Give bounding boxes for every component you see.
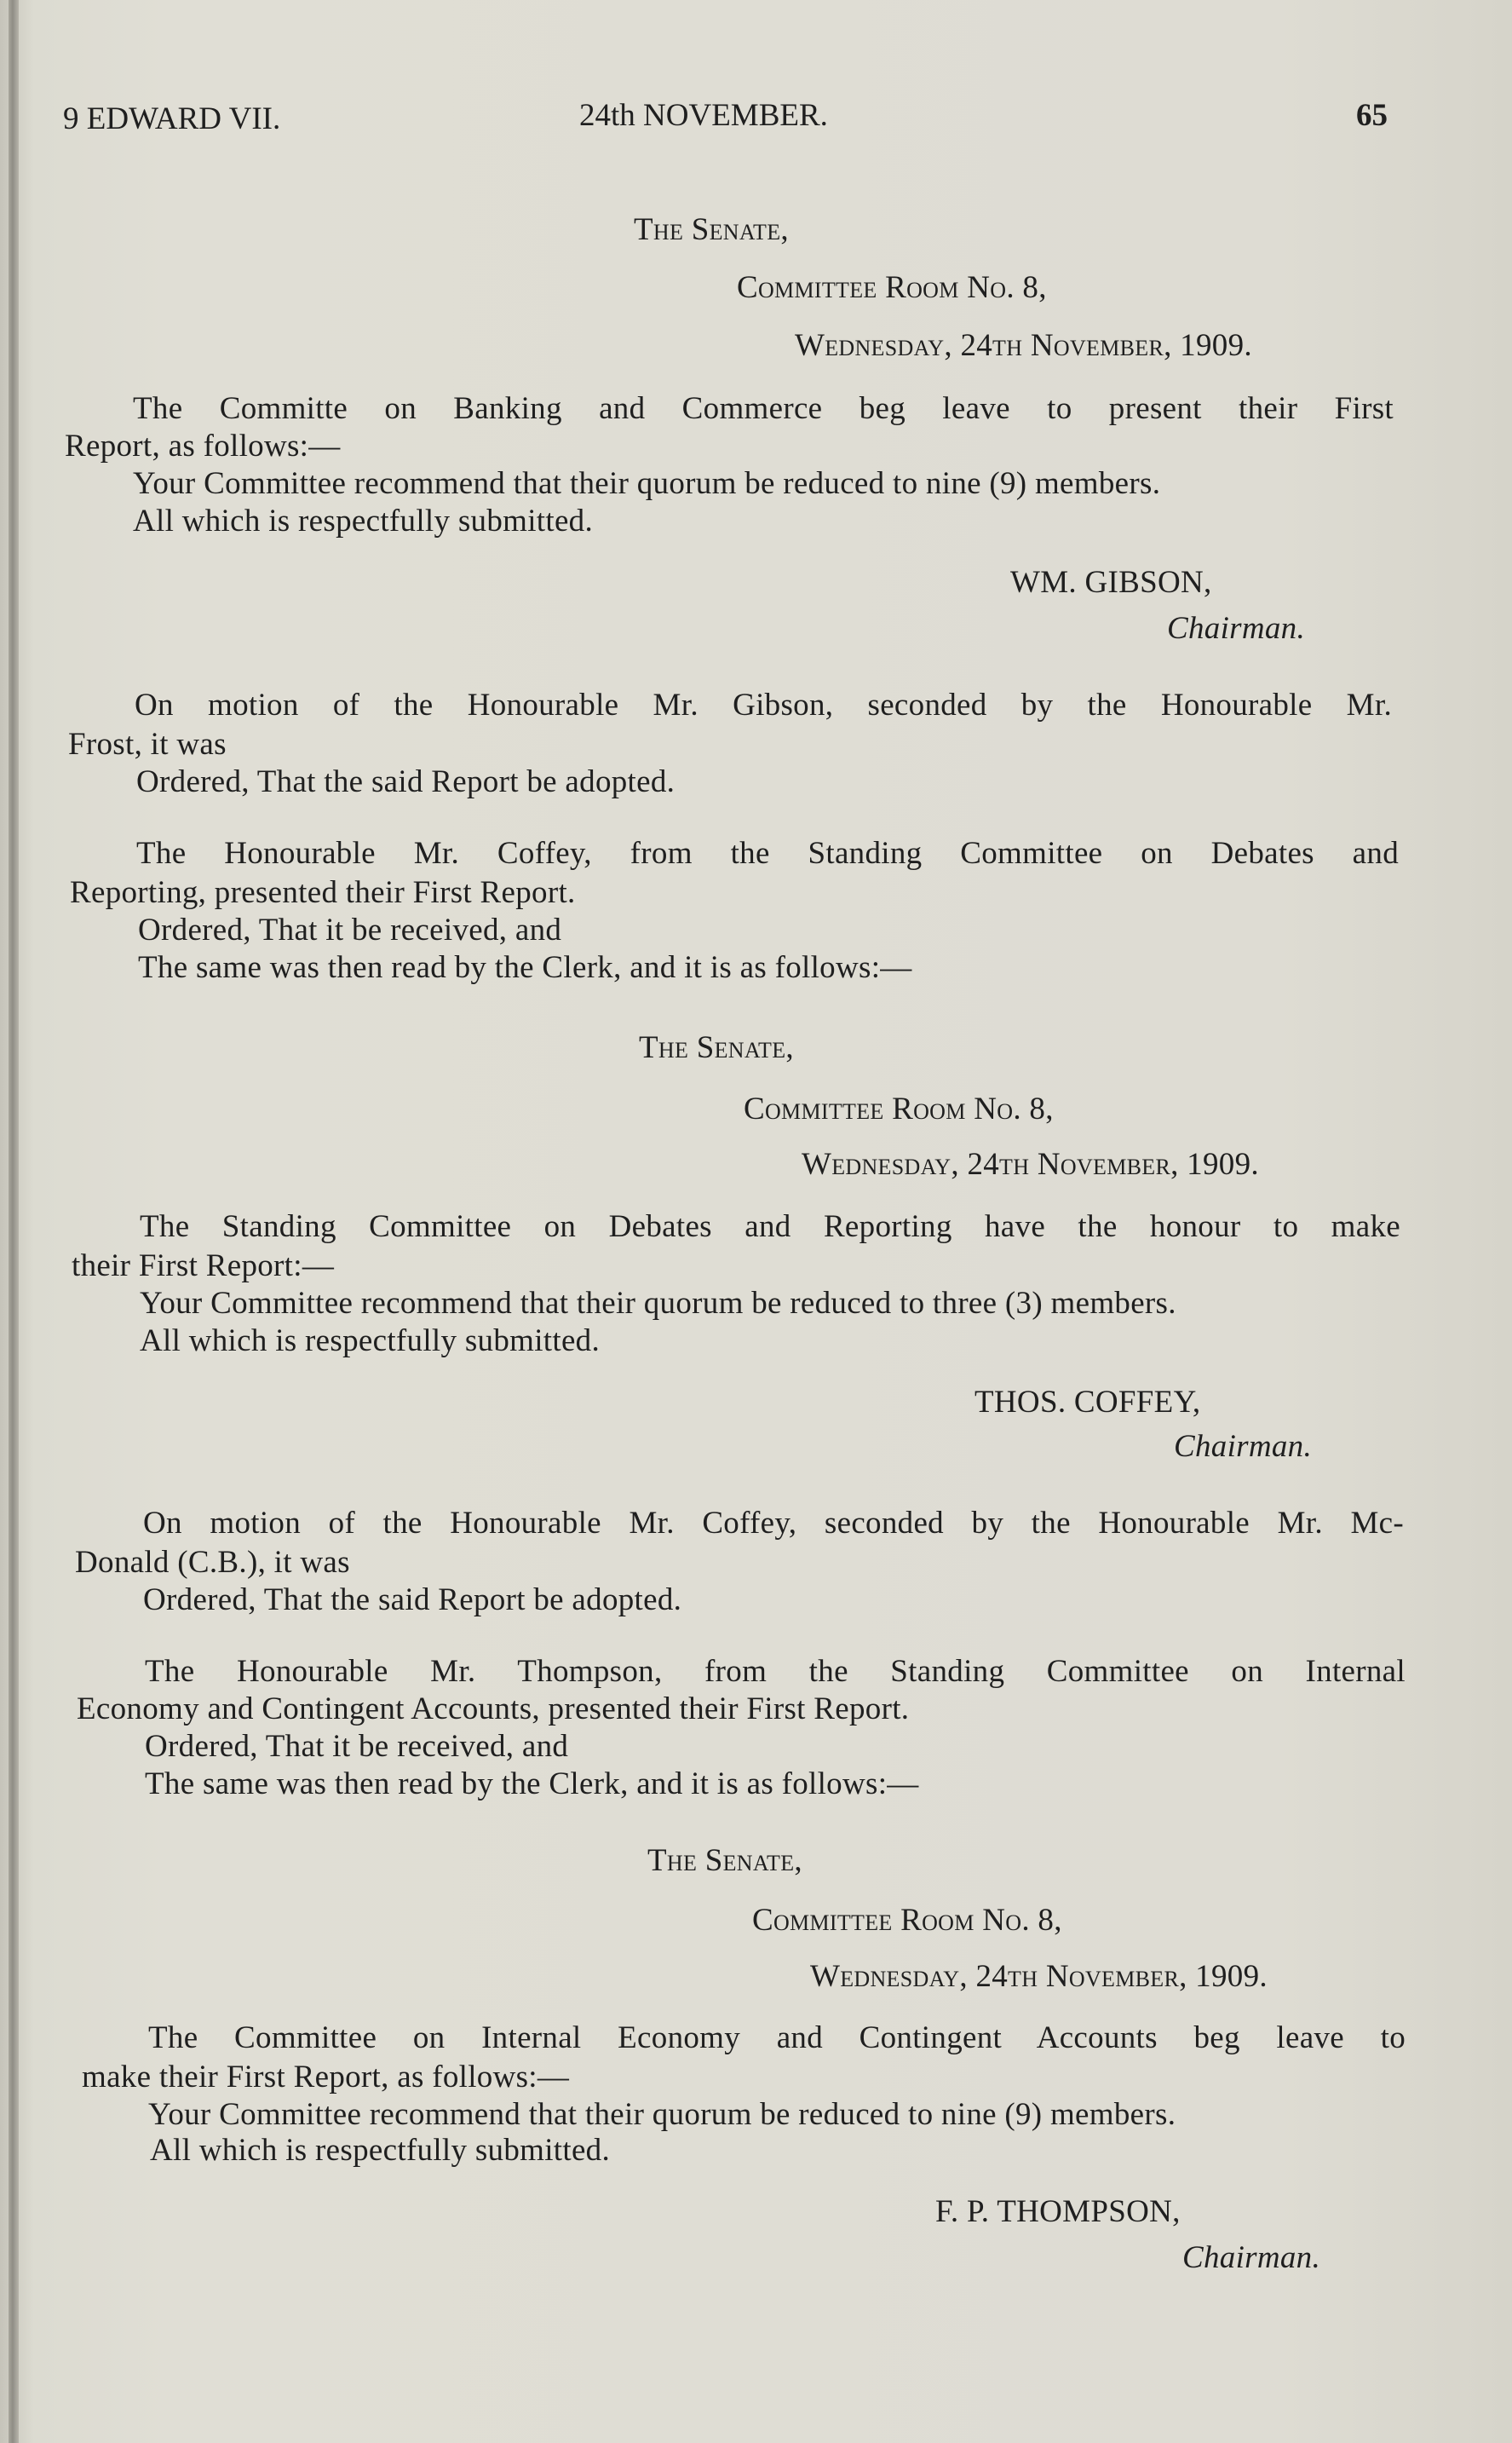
report2-chairman: Chairman.: [1174, 1429, 1313, 1464]
report2-para3: All which is respectfully submitted.: [140, 1323, 601, 1358]
report1-date: [795, 327, 1252, 364]
presentation3-line3: Ordered, That it be received, and: [145, 1729, 569, 1764]
report3-chairman: Chairman.: [1182, 2240, 1321, 2275]
report3-para3: All which is respectfully submitted.: [150, 2133, 611, 2168]
report1-chairman: Chairman.: [1167, 611, 1306, 646]
report2-date: [802, 1146, 1259, 1183]
presentation3-line2: Economy and Contingent Accounts, presented their First Report.: [77, 1691, 910, 1726]
report1-date-text: Wednesday, 24th November, 1909.: [795, 328, 1252, 363]
report3-para1-line1: The Committee on Internal Economy and Contingent Accounts beg leave to: [148, 2020, 1406, 2055]
presentation3-line1: The Honourable Mr. Thompson, from the Standing Committee on Internal: [145, 1654, 1406, 1689]
report2-place-room: Committee Room No. 8,: [744, 1092, 1054, 1126]
presentation3-line4: The same was then read by the Clerk, and it is as follows:—: [145, 1766, 919, 1801]
report1-place-room: Committee Room No. 8,: [737, 270, 1047, 305]
presentation2-line3: Ordered, That it be received, and: [138, 913, 562, 948]
page-number: 65: [1356, 98, 1388, 133]
report3-signature: F. P. THOMPSON,: [935, 2194, 1181, 2229]
report2-place-senate: The Senate,: [639, 1030, 794, 1065]
report3-para2: Your Committee recommend that their quorum be reduced to nine (9) members.: [148, 2097, 1176, 2132]
report3-place-senate: The Senate,: [647, 1843, 802, 1878]
presentation2-line1: The Honourable Mr. Coffey, from the Standing Committee on Debates and: [136, 836, 1399, 871]
presentation2-line2: Reporting, presented their First Report.: [70, 875, 576, 910]
book-spine-shadow: [9, 0, 19, 2443]
report1-para2: Your Committee recommend that their quorum be reduced to nine (9) members.: [133, 466, 1161, 501]
presentation2-line4: The same was then read by the Clerk, and it is as follows:—: [138, 950, 912, 985]
report1-signature: WM. GIBSON,: [1010, 565, 1212, 600]
motion2-line2: Donald (C.B.), it was: [75, 1545, 350, 1580]
report3-date: [810, 1958, 1268, 1995]
report1-place-senate: The Senate,: [634, 212, 789, 247]
report2-para1-line1: The Standing Committee on Debates and Reporting have the honour to make: [140, 1209, 1400, 1244]
report3-para1-line2: make their First Report, as follows:—: [82, 2060, 570, 2094]
motion2-line1: On motion of the Honourable Mr. Coffey, seconded by the Honourable Mr. Mc-: [143, 1506, 1404, 1541]
report3-date-text: Wednesday, 24th November, 1909.: [810, 1959, 1268, 1994]
report3-place-room: Committee Room No. 8,: [752, 1903, 1062, 1938]
report1-para3: All which is respectfully submitted.: [133, 504, 594, 539]
report2-date-text: Wednesday, 24th November, 1909.: [802, 1147, 1259, 1182]
motion2-line3: Ordered, That the said Report be adopted.: [143, 1582, 682, 1617]
report1-para1-line2: Report, as follows:—: [65, 429, 341, 464]
running-head-center: 24th NOVEMBER.: [579, 98, 828, 133]
report2-para1-line2: their First Report:—: [72, 1248, 335, 1283]
running-head-left: 9 EDWARD VII.: [63, 101, 281, 136]
report2-para2: Your Committee recommend that their quorum be reduced to three (3) members.: [140, 1286, 1176, 1321]
report2-signature: THOS. COFFEY,: [974, 1385, 1201, 1420]
motion1-line2: Frost, it was: [68, 727, 227, 762]
motion1-line3: Ordered, That the said Report be adopted.: [136, 764, 676, 799]
report1-para1-line1: The Committe on Banking and Commerce beg leave to present their First: [133, 391, 1394, 426]
motion1-line1: On motion of the Honourable Mr. Gibson, seconded by the Honourable Mr.: [135, 688, 1392, 723]
